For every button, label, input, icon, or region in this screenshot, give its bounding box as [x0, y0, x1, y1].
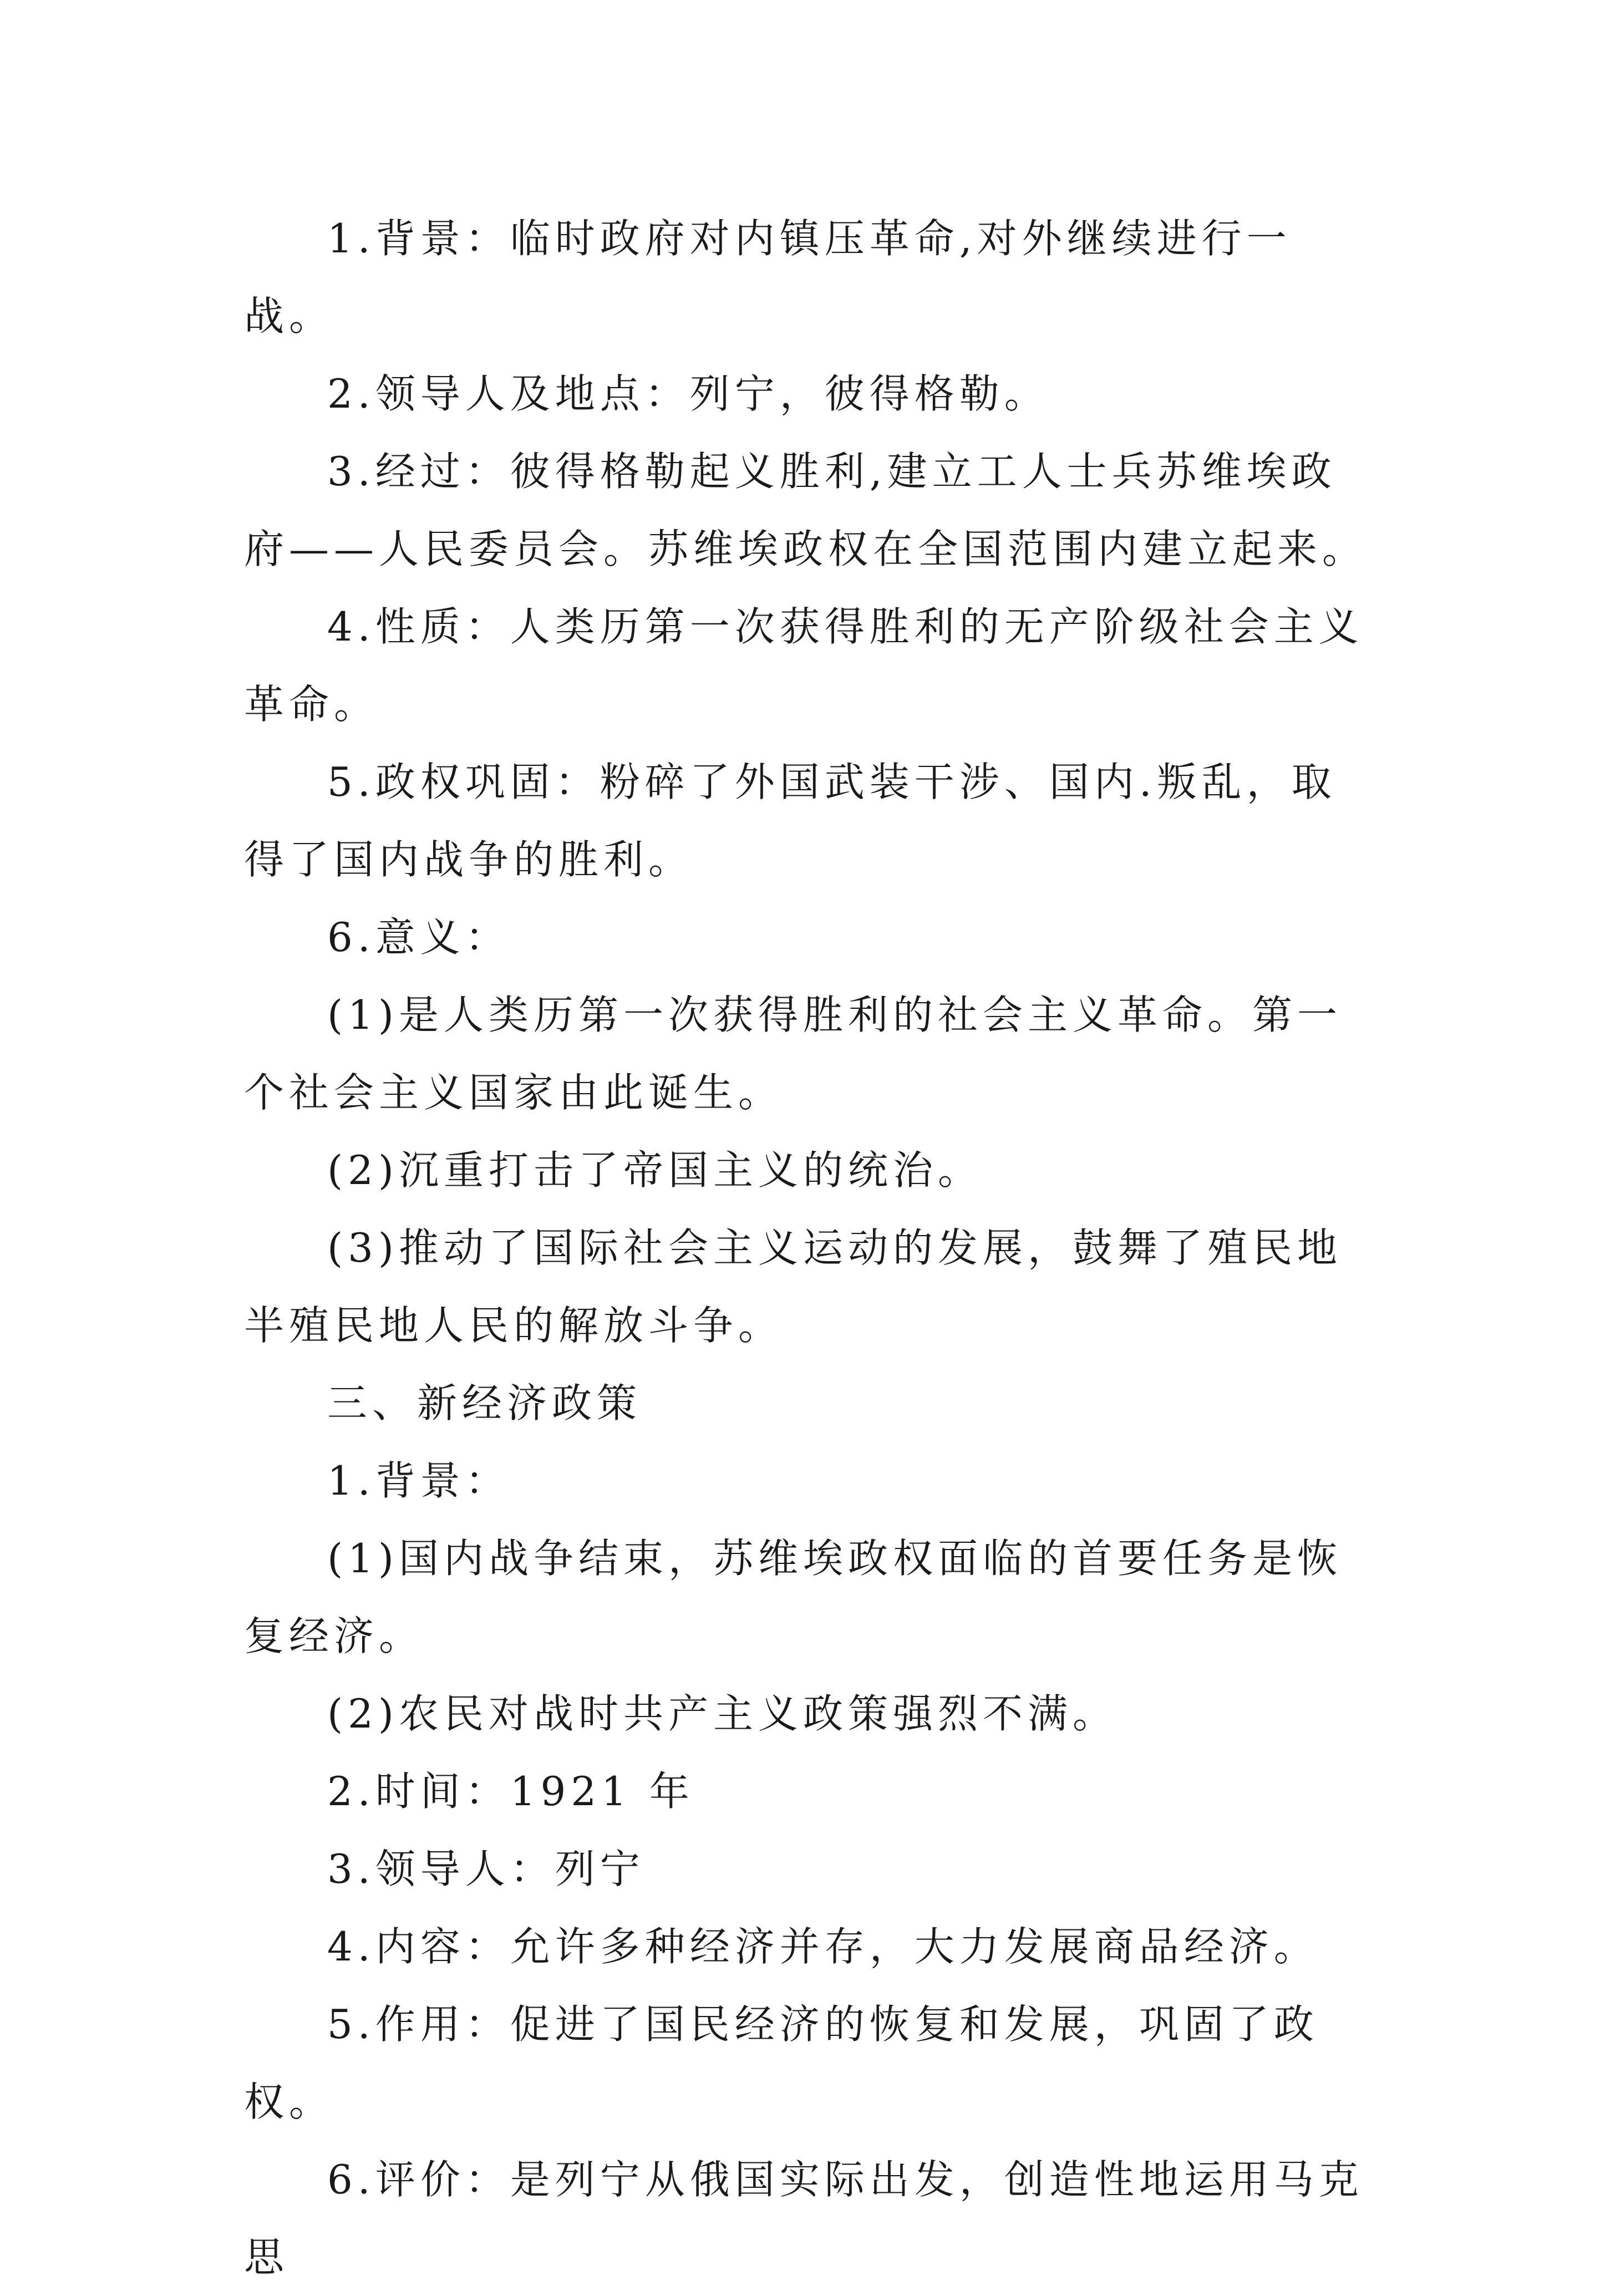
document-body: [244, 200, 1375, 2296]
section-heading-new-economic-policy: 三、新经济政策: [327, 1380, 642, 1426]
paragraph-process: 3.经过：彼得格勒起义胜利,建立工人士兵苏维埃政府——人民委员会。苏维埃政权在全国范围内建立起来。: [244, 448, 1368, 572]
paragraph-significance-3: (3)推动了国际社会主义运动的发展，鼓舞了殖民地半殖民地人民的解放斗争。: [244, 1225, 1342, 1349]
paragraph-nature: 4.性质：人类历第一次获得胜利的无产阶级社会主义革命。: [244, 603, 1364, 728]
paragraph-background: 1.背景：临时政府对内镇压革命,对外继续进行一战。: [244, 215, 1292, 339]
paragraph-nep-leader: 3.领导人：列宁: [327, 1846, 645, 1892]
paragraph-nep-background-heading: 1.背景：: [327, 1457, 510, 1504]
paragraph-consolidation: 5.政权巩固：粉碎了外国武装干涉、国内.叛乱，取得了国内战争的胜利。: [244, 759, 1337, 883]
paragraph-nep-evaluation: 6.评价：是列宁从俄国实际出发，创造性地运用马克思: [244, 2156, 1364, 2280]
paragraph-leader-location: 2.领导人及地点：列宁，彼得格勒。: [327, 370, 1049, 417]
paragraph-nep-time: 2.时间：1921 年: [327, 1768, 694, 1815]
paragraph-nep-background-1: (1)国内战争结束，苏维埃政权面临的首要任务是恢复经济。: [244, 1535, 1342, 1659]
paragraph-significance-heading: 6.意义：: [327, 914, 510, 961]
paragraph-significance-2: (2)沉重打击了帝国主义的统治。: [327, 1147, 983, 1193]
paragraph-significance-1: (1)是人类历第一次获得胜利的社会主义革命。第一个社会主义国家由此诞生。: [244, 992, 1342, 1116]
paragraph-nep-content: 4.内容：允许多种经济并存，大力发展商品经济。: [327, 1923, 1319, 1970]
paragraph-nep-effect: 5.作用：促进了国民经济的恢复和发展，巩固了政权。: [244, 2001, 1319, 2125]
paragraph-nep-background-2: (2)农民对战时共产主义政策强烈不满。: [327, 1690, 1118, 1737]
